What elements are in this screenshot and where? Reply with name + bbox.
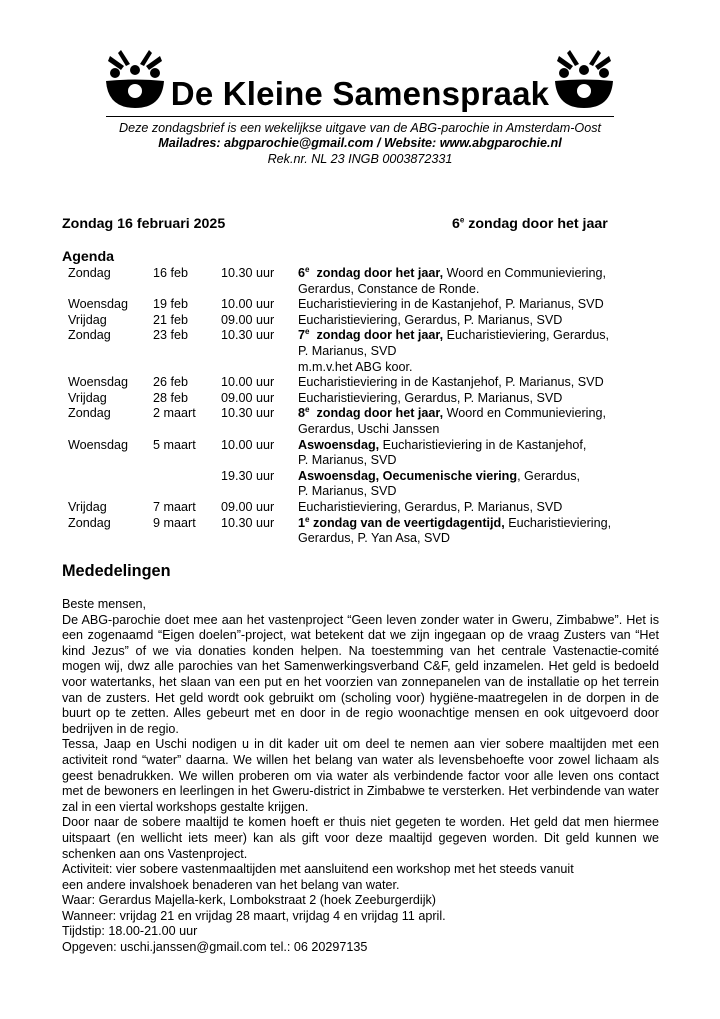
agenda-time: 09.00 uur bbox=[221, 312, 275, 327]
agenda-description bbox=[298, 328, 638, 375]
agenda-date: 21 feb bbox=[153, 312, 189, 327]
celebration-title bbox=[298, 328, 443, 342]
agenda-table bbox=[0, 266, 720, 547]
agenda-description bbox=[298, 266, 638, 297]
agenda-time: 10.30 uur bbox=[221, 515, 275, 530]
agenda-time: 10.30 uur bbox=[221, 266, 275, 280]
agenda-day: Woensdag bbox=[68, 375, 128, 390]
agenda-date: 5 maart bbox=[153, 437, 196, 452]
agenda-day: Zondag bbox=[68, 515, 111, 530]
agenda-time: 10.00 uur bbox=[221, 297, 275, 312]
agenda-date: 26 feb bbox=[153, 375, 189, 390]
paragraph: Door naar de sobere maaltijd te komen hoeft er thuis niet gegeten te worden. Het geld dat men hiermee uitspaart (en wellicht iets meer) kan als gift voor deze maaltijd gegeven worden. Dit geld kunnen we schenken aan ons Vastenproject. bbox=[62, 815, 659, 861]
activity-line: Activiteit: vier sobere vastenmaaltijden met aansluitend een workshop met het steeds vanuit bbox=[62, 862, 574, 877]
agenda-time: 10.00 uur bbox=[221, 375, 275, 390]
service-details: Woord en Communieviering, bbox=[443, 406, 606, 421]
agenda-row bbox=[0, 406, 720, 437]
celebration-title bbox=[298, 266, 443, 280]
agenda-time: 10.30 uur bbox=[221, 328, 275, 343]
issue-date: Zondag 16 februari 2025 bbox=[62, 216, 226, 232]
agenda-row bbox=[0, 500, 720, 516]
ordinal-number: 8 bbox=[298, 406, 306, 421]
agenda-date: 19 feb bbox=[153, 297, 189, 312]
service-details: Eucharistieviering, Gerardus, P. Marianus, SVD bbox=[298, 312, 563, 327]
agenda-day: Zondag bbox=[68, 266, 111, 280]
announcements-body bbox=[62, 597, 659, 956]
newsletter-title: De Kleine Samenspraak bbox=[170, 75, 550, 112]
agenda-date: 9 maart bbox=[153, 515, 196, 530]
ordinal-number: 1 bbox=[298, 515, 306, 530]
agenda-time: 10.00 uur bbox=[221, 437, 275, 452]
celebration-title bbox=[298, 469, 517, 483]
when-line: Wanneer: vrijdag 21 en vrijdag 28 maart, vrijdag 4 en vrijdag 11 april. bbox=[62, 908, 446, 923]
service-details: Eucharistieviering, Gerardus, P. Marianus, SVD bbox=[298, 390, 563, 405]
agenda-day: Woensdag bbox=[68, 297, 128, 312]
agenda-date: 7 maart bbox=[153, 499, 196, 514]
agenda-description bbox=[298, 469, 638, 500]
ordinal-number: 7 bbox=[298, 328, 306, 343]
paragraph: De ABG-parochie doet mee aan het vastenproject “Geen leven zonder water in Gweru, Zimbabwe”. Het is een zogenaamd “Eigen doelen”-project, wat betekent dat we zijn ingegaan op de vraag Zusters van “Het kind Jezus” of we via donaties konden helpen. Na toestemming van het centrale Vastenactie-comité mogen wij, dwz alle parochies van het Samenwerkingsverband C&F, geld inzamelen. Het geld is bedoeld voor watertanks, het slaan van een put en het voorzien van zonnepanelen van de installatie op het terrein van de zusters. Het geld wordt ook gebruikt om (scholing voor) hygiëne-maatregelen in de dorpen in de buurt op te zetten. Alles gebeurt met en door in de regio woonachtige mensen en ook uitgevoerd door bedrijven in de regio. bbox=[62, 612, 659, 736]
celebration-name: Aswoensdag, bbox=[298, 437, 380, 452]
agenda-row bbox=[0, 375, 720, 391]
celebration-title bbox=[298, 406, 443, 420]
celebration-name: zondag door het jaar, bbox=[309, 406, 444, 421]
agenda-row bbox=[0, 438, 720, 469]
service-details: Eucharistieviering in de Kastanjehof, bbox=[379, 437, 587, 452]
agenda-time: 19.30 uur bbox=[221, 468, 275, 483]
celebration-name: zondag door het jaar, bbox=[309, 266, 444, 280]
celebration-name: zondag door het jaar, bbox=[309, 328, 444, 343]
service-details: Eucharistieviering, bbox=[504, 515, 612, 530]
celebration-name: zondag van de veertigdagentijd, bbox=[309, 515, 505, 530]
service-details-continued: P. Marianus, SVD bbox=[298, 453, 397, 468]
service-details: Eucharistieviering, Gerardus, P. Marianus, SVD bbox=[298, 499, 563, 514]
agenda-time: 09.00 uur bbox=[221, 499, 275, 514]
service-details-continued: m.m.v.het ABG koor. bbox=[298, 359, 413, 374]
activity-line: een andere invalshoek benaderen van het belang van water. bbox=[62, 877, 400, 892]
agenda-heading: Agenda bbox=[62, 249, 115, 265]
service-details: Eucharistieviering in de Kastanjehof, P. Marianus, SVD bbox=[298, 375, 604, 390]
agenda-description bbox=[298, 391, 638, 407]
subtitle: Deze zondagsbrief is een wekelijkse uitgave van de ABG-parochie in Amsterdam-Oost bbox=[118, 121, 602, 135]
agenda-date: 28 feb bbox=[153, 390, 189, 405]
ordinal-suffix: e bbox=[305, 264, 310, 274]
agenda-description bbox=[298, 438, 638, 469]
ordinal-suffix: e bbox=[305, 327, 310, 337]
celebration-name: Aswoensdag, Oecumenische viering bbox=[298, 468, 518, 483]
agenda-day: Zondag bbox=[68, 328, 111, 343]
service-details-continued: Gerardus, P. Yan Asa, SVD bbox=[298, 531, 450, 546]
liturgical-sunday: 6e zondag door het jaar bbox=[452, 215, 608, 232]
title-underline bbox=[106, 116, 614, 117]
celebration-title bbox=[298, 516, 505, 530]
agenda-date: 23 feb bbox=[153, 328, 189, 343]
agenda-description bbox=[298, 297, 638, 313]
agenda-day: Vrijdag bbox=[68, 499, 107, 514]
agenda-day: Zondag bbox=[68, 406, 111, 421]
service-details: Eucharistieviering, Gerardus, bbox=[443, 328, 610, 343]
location-line: Waar: Gerardus Majella-kerk, Lombokstraat 2 (hoek Zeeburgerdijk) bbox=[62, 893, 436, 908]
agenda-row bbox=[0, 297, 720, 313]
service-details-continued: P. Marianus, SVD bbox=[298, 343, 397, 358]
service-details: Eucharistieviering in de Kastanjehof, P. Marianus, SVD bbox=[298, 297, 604, 312]
agenda-row bbox=[0, 313, 720, 329]
agenda-description bbox=[298, 516, 638, 547]
agenda-date: 16 feb bbox=[153, 266, 189, 280]
agenda-row bbox=[0, 328, 720, 375]
time-line: Tijdstip: 18.00-21.00 uur bbox=[62, 924, 198, 939]
ordinal-number: 6 bbox=[298, 266, 306, 280]
agenda-day: Vrijdag bbox=[68, 312, 107, 327]
celebration-title bbox=[298, 438, 379, 452]
agenda-row bbox=[0, 469, 720, 500]
service-details-continued: Gerardus, Uschi Janssen bbox=[298, 421, 440, 436]
contact-line: Mailadres: abgparochie@gmail.com / Website: www.abgparochie.nl bbox=[158, 136, 562, 150]
agenda-description bbox=[298, 313, 638, 329]
paragraph: Tessa, Jaap en Uschi nodigen u in dit kader uit om deel te nemen aan vier sobere maaltijden met een activiteit rond “water” daarna. We willen het belang van water als levensbehoefte voor zowel lichaam als geest benadrukken. We willen proberen om via water als verbindende factor voor alle leven ons contact met de bewoners en leerlingen in het Gweru-district in Zimbabwe te versterken. Het verbindende van water zal in een viertal workshops gestalte krijgen. bbox=[62, 737, 659, 814]
agenda-description bbox=[298, 500, 638, 516]
signup-line: Opgeven: uschi.janssen@gmail.com tel.: 06 20297135 bbox=[62, 940, 368, 955]
announcements-heading: Mededelingen bbox=[62, 562, 171, 580]
service-details-continued: P. Marianus, SVD bbox=[298, 484, 397, 499]
agenda-day: Vrijdag bbox=[68, 390, 107, 405]
agenda-row bbox=[0, 516, 720, 547]
ordinal-suffix: e bbox=[305, 514, 310, 524]
service-details: , Gerardus, bbox=[517, 468, 581, 483]
agenda-description bbox=[298, 406, 638, 437]
ordinal-suffix: e bbox=[305, 405, 310, 415]
greeting: Beste mensen, bbox=[62, 597, 147, 611]
agenda-time: 10.30 uur bbox=[221, 406, 275, 421]
service-details-continued: Gerardus, Constance de Ronde. bbox=[298, 281, 480, 296]
agenda-row bbox=[0, 391, 720, 407]
service-details: Woord en Communieviering, bbox=[443, 266, 606, 280]
agenda-day: Woensdag bbox=[68, 437, 128, 452]
agenda-description bbox=[298, 375, 638, 391]
bank-account: Rek.nr. NL 23 INGB 0003872331 bbox=[267, 152, 453, 166]
agenda-date: 2 maart bbox=[153, 406, 196, 421]
agenda-row bbox=[0, 266, 720, 297]
agenda-time: 09.00 uur bbox=[221, 390, 275, 405]
